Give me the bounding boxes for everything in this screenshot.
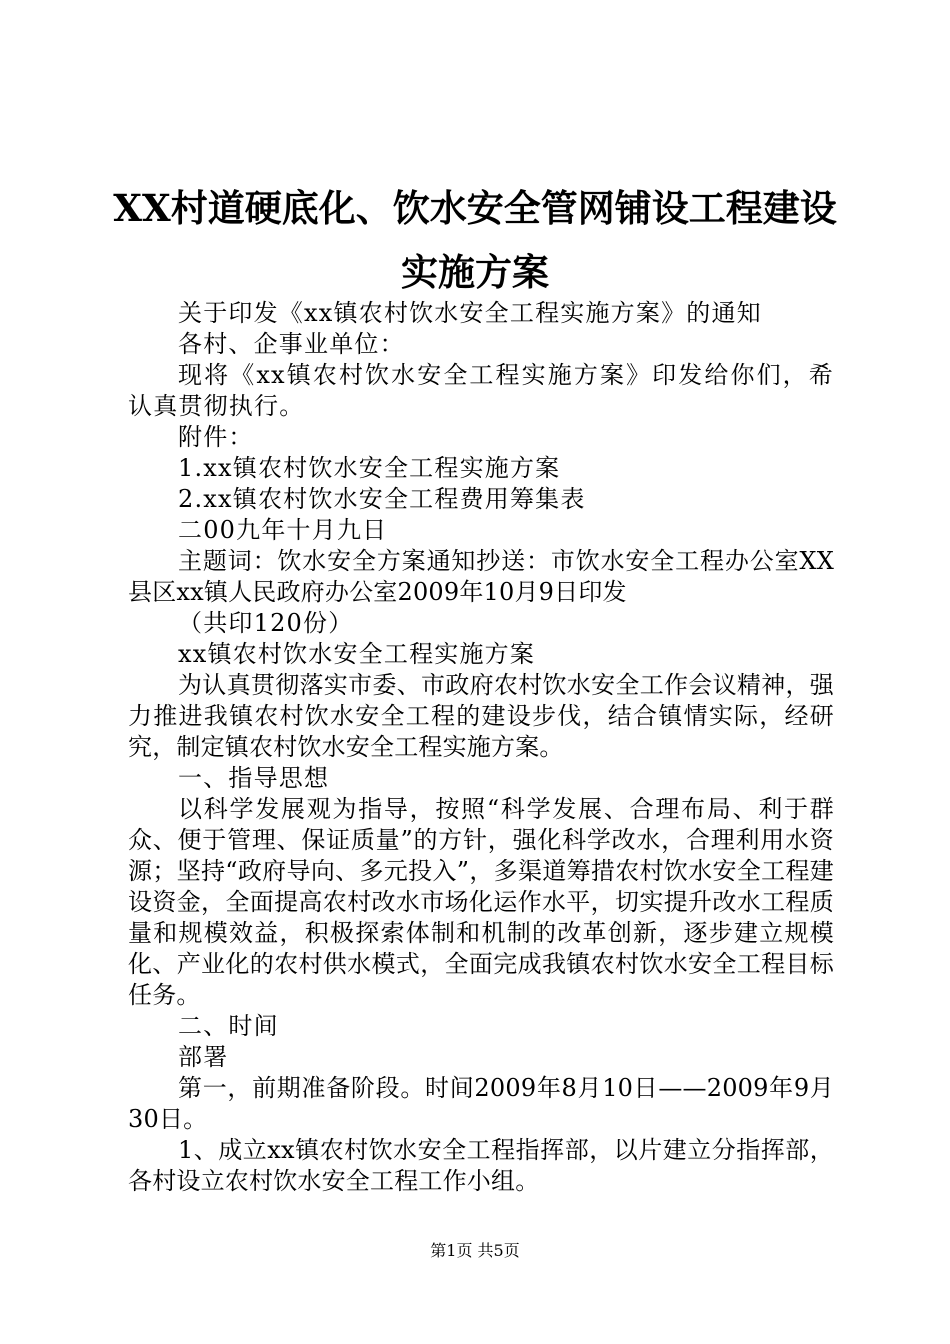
paragraph-attachment-1: 1.xx镇农村饮水安全工程实施方案: [178, 454, 561, 482]
document-body: [128, 298, 834, 1197]
document-title-line2: 实施方案: [401, 250, 549, 294]
page-number-footer: 第1页 共5页: [430, 1241, 520, 1260]
paragraph-notice-body: 现将《xx镇农村饮水安全工程实施方案》印发给你们，希认真贯彻执行。: [128, 361, 834, 420]
paragraph-copies: （共印120份）: [178, 609, 354, 637]
paragraph-plan-title: xx镇农村饮水安全工程实施方案: [178, 640, 536, 668]
paragraph-item-1: 1、成立xx镇农村饮水安全工程指挥部，以片建立分指挥部，各村设立农村饮水安全工程工作小组。: [128, 1136, 834, 1195]
section-heading-guiding-thought: 一、指导思想: [178, 764, 330, 792]
paragraph-guiding-thought: 以科学发展观为指导，按照“科学发展、合理布局、利于群众、便于管理、保证质量”的方针，强化科学改水，合理利用水资源；坚持“政府导向、多元投入”，多渠道筹措农村饮水安全工程建设资金，全面提高农村改水市场化运作水平，切实提升改水工程质量和规模效益，积极探索体制和机制的改革创新，逐步建立规模化、产业化的农村供水模式，全面完成我镇农村饮水安全工程目标任务。: [128, 795, 834, 1009]
paragraph-recipients: 各村、企事业单位：: [178, 330, 405, 358]
paragraph-intro: 为认真贯彻落实市委、市政府农村饮水安全工作会议精神，强力推进我镇农村饮水安全工程的建设步伐，结合镇情实际，经研究，制定镇农村饮水安全工程实施方案。: [128, 671, 834, 761]
document-title-line1: XX村道硬底化、饮水安全管网铺设工程建设: [113, 186, 837, 230]
paragraph-phase-one: 第一，前期准备阶段。时间2009年8月10日——2009年9月30日。: [128, 1074, 834, 1133]
section-heading-time: 二、时间: [178, 1012, 279, 1040]
paragraph-date: 二00九年十月九日: [178, 516, 388, 544]
paragraph-attachment-2: 2.xx镇农村饮水安全工程费用筹集表: [178, 485, 586, 513]
paragraph-attachments-label: 附件：: [178, 423, 254, 451]
paragraph-deployment: 部署: [178, 1043, 229, 1071]
paragraph-notice-title: 关于印发《xx镇农村饮水安全工程实施方案》的通知: [178, 299, 762, 327]
paragraph-keywords-cc: 主题词：饮水安全方案通知抄送：市饮水安全工程办公室XX县区xx镇人民政府办公室2009年10月9日印发: [128, 547, 834, 606]
